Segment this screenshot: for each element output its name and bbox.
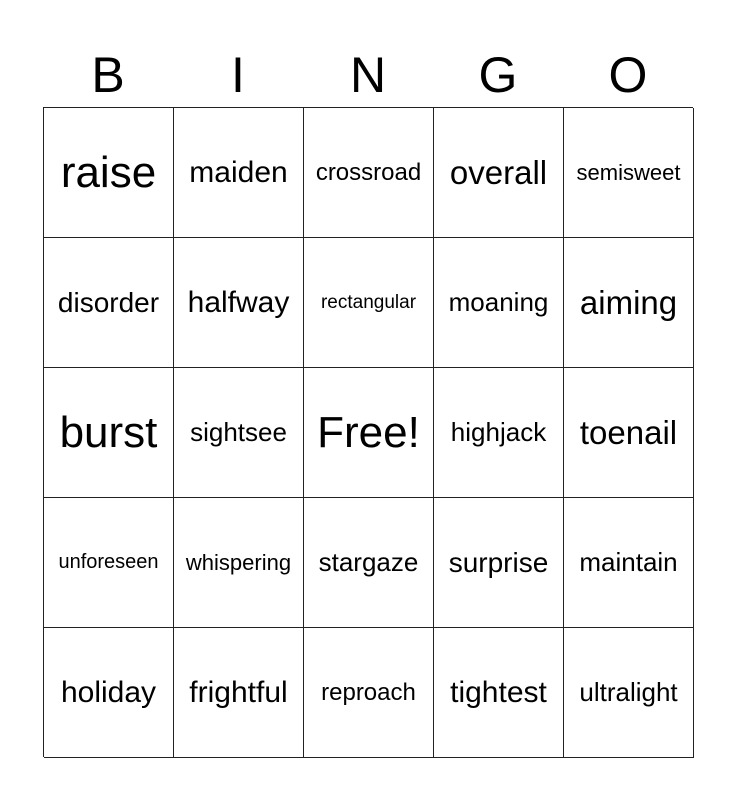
free-space-cell[interactable]: Free! [304, 368, 434, 498]
bingo-cell[interactable]: unforeseen [44, 498, 174, 628]
header-letter-n: N [349, 47, 387, 103]
header-letter-i: I [231, 47, 245, 103]
bingo-cell[interactable]: whispering [174, 498, 304, 628]
bingo-cell[interactable]: burst [44, 368, 174, 498]
bingo-cell[interactable]: highjack [434, 368, 564, 498]
bingo-cell[interactable]: disorder [44, 238, 174, 368]
bingo-cell[interactable]: toenail [564, 368, 694, 498]
bingo-cell[interactable]: tightest [434, 628, 564, 758]
bingo-header [43, 44, 693, 106]
bingo-cell[interactable]: sightsee [174, 368, 304, 498]
bingo-cell[interactable]: reproach [304, 628, 434, 758]
bingo-cell[interactable]: stargaze [304, 498, 434, 628]
header-letter-b: B [91, 47, 125, 103]
header-letter-g: G [478, 47, 518, 103]
header-letter-o: O [608, 47, 648, 103]
bingo-cell[interactable]: overall [434, 108, 564, 238]
bingo-cell[interactable]: raise [44, 108, 174, 238]
bingo-cell[interactable]: halfway [174, 238, 304, 368]
bingo-cell[interactable]: holiday [44, 628, 174, 758]
bingo-cell[interactable]: frightful [174, 628, 304, 758]
bingo-cell[interactable]: crossroad [304, 108, 434, 238]
bingo-cell[interactable]: aiming [564, 238, 694, 368]
bingo-cell[interactable]: maiden [174, 108, 304, 238]
bingo-board [43, 107, 693, 757]
bingo-cell[interactable]: rectangular [304, 238, 434, 368]
bingo-cell[interactable]: ultralight [564, 628, 694, 758]
bingo-cell[interactable]: moaning [434, 238, 564, 368]
bingo-cell[interactable]: maintain [564, 498, 694, 628]
bingo-cell[interactable]: surprise [434, 498, 564, 628]
bingo-cell[interactable]: semisweet [564, 108, 694, 238]
